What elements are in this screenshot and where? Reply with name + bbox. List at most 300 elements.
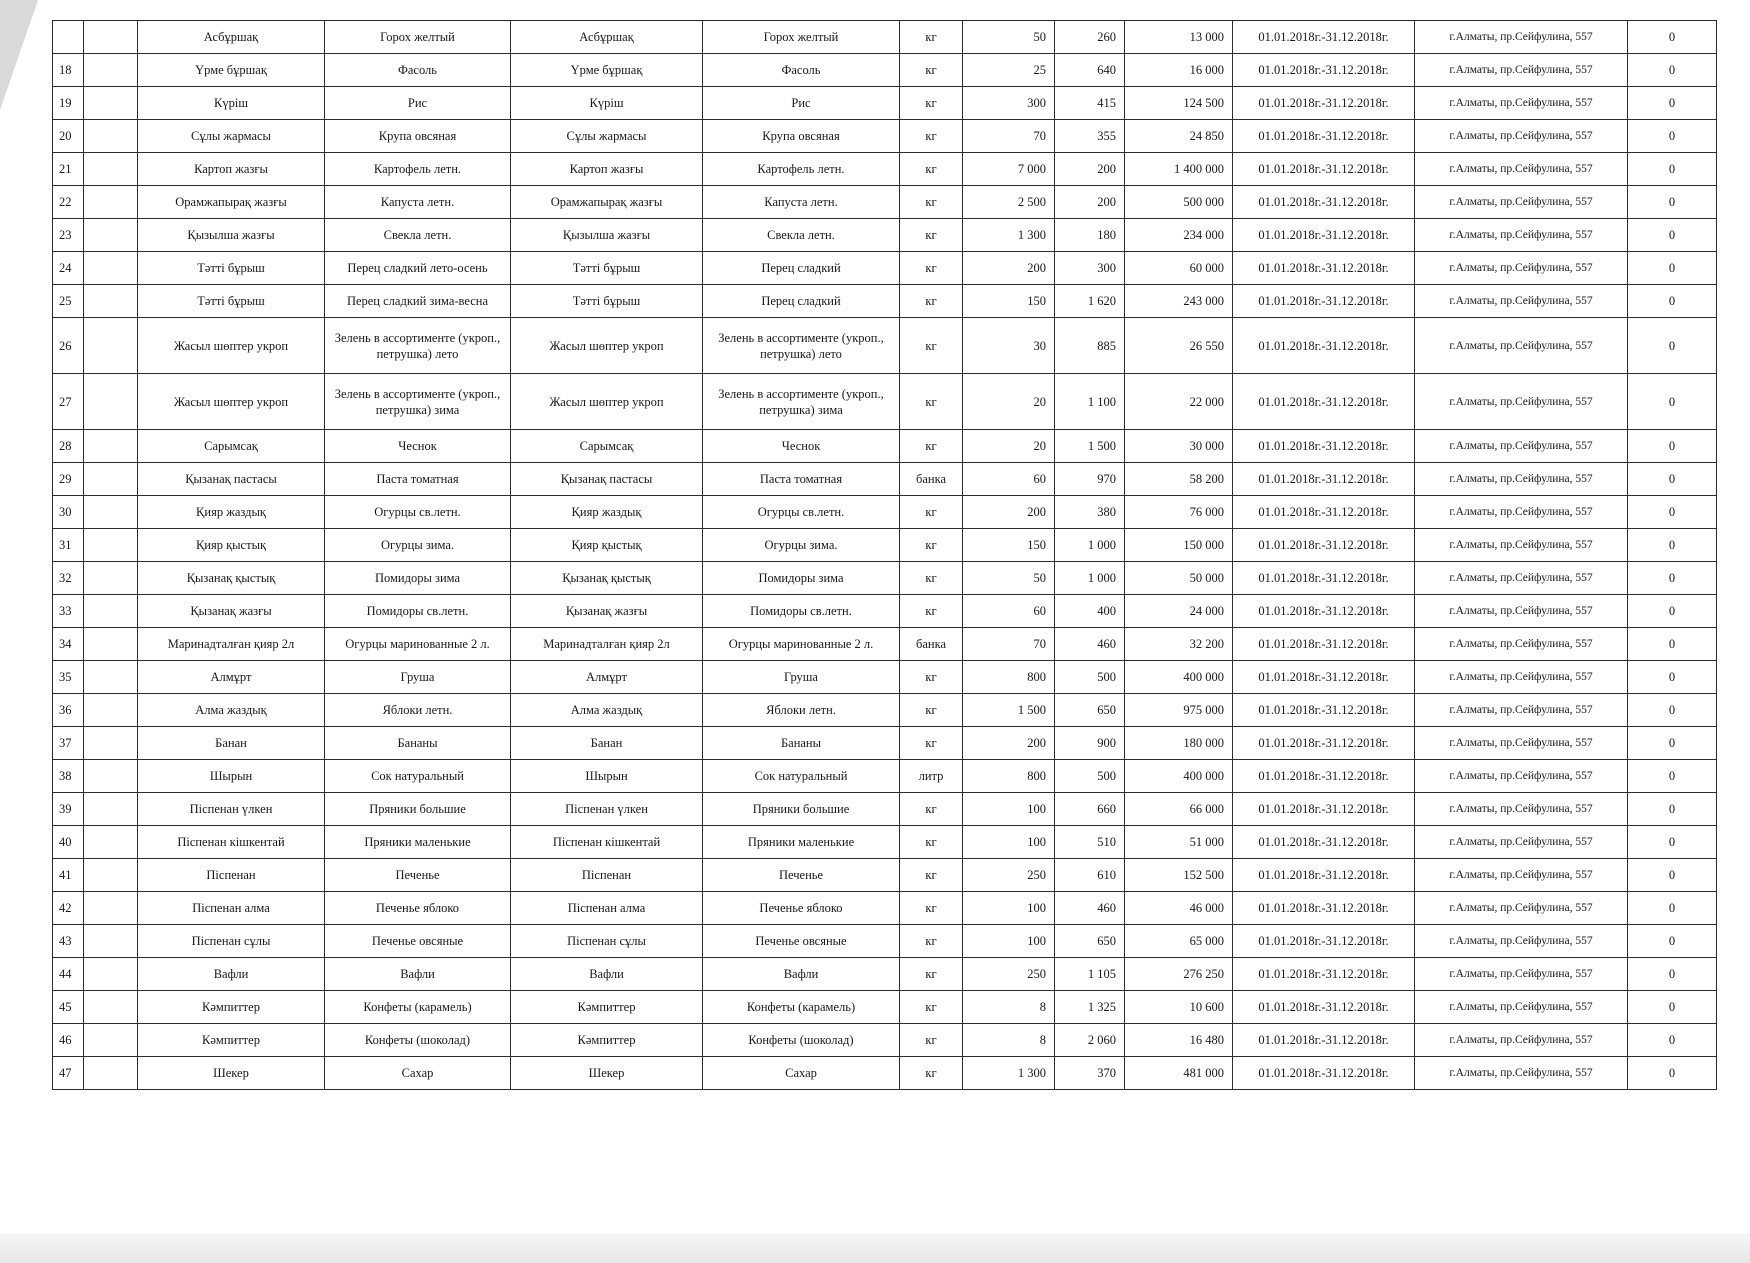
cell-name-kz-2: Күріш [511, 87, 703, 120]
cell-name-kz: Қызанақ қыстық [138, 562, 325, 595]
cell-unit: кг [900, 562, 963, 595]
cell-name-kz-2: Қияр қыстық [511, 529, 703, 562]
cell-value: 0 [1628, 1057, 1717, 1090]
cell-name-ru-2: Паста томатная [703, 463, 900, 496]
cell-name-ru: Перец сладкий зима-весна [325, 285, 511, 318]
cell-name-ru-2: Огурцы зима. [703, 529, 900, 562]
cell-delivery-address: г.Алматы, пр.Сейфулина, 557 [1415, 925, 1628, 958]
cell-name-ru: Конфеты (шоколад) [325, 1024, 511, 1057]
cell-name-ru: Капуста летн. [325, 186, 511, 219]
cell-delivery-period: 01.01.2018г.-31.12.2018г. [1233, 529, 1415, 562]
cell-row-number: 23 [53, 219, 84, 252]
cell-delivery-address: г.Алматы, пр.Сейфулина, 557 [1415, 318, 1628, 374]
cell-quantity: 100 [963, 826, 1055, 859]
cell-empty-cell [84, 120, 138, 153]
table-row [53, 694, 1717, 727]
cell-name-kz: Қияр жаздық [138, 496, 325, 529]
cell-unit: кг [900, 153, 963, 186]
cell-name-ru: Огурцы маринованные 2 л. [325, 628, 511, 661]
cell-value: 0 [1628, 826, 1717, 859]
cell-unit-price: 650 [1055, 694, 1125, 727]
cell-total-sum: 243 000 [1125, 285, 1233, 318]
table-row [53, 1057, 1717, 1090]
cell-name-kz-2: Қызанақ қыстық [511, 562, 703, 595]
cell-unit-price: 2 060 [1055, 1024, 1125, 1057]
cell-delivery-address: г.Алматы, пр.Сейфулина, 557 [1415, 252, 1628, 285]
cell-delivery-period: 01.01.2018г.-31.12.2018г. [1233, 463, 1415, 496]
cell-quantity: 60 [963, 595, 1055, 628]
cell-name-ru-2: Перец сладкий [703, 285, 900, 318]
cell-delivery-address: г.Алматы, пр.Сейфулина, 557 [1415, 1057, 1628, 1090]
cell-quantity: 20 [963, 430, 1055, 463]
cell-total-sum: 46 000 [1125, 892, 1233, 925]
cell-row-number: 43 [53, 925, 84, 958]
cell-unit-price: 500 [1055, 760, 1125, 793]
cell-name-kz: Шекер [138, 1057, 325, 1090]
cell-value: 0 [1628, 153, 1717, 186]
cell-total-sum: 51 000 [1125, 826, 1233, 859]
cell-name-ru: Зелень в ассортименте (укроп., петрушка) лето [325, 318, 511, 374]
cell-row-number: 42 [53, 892, 84, 925]
cell-unit-price: 355 [1055, 120, 1125, 153]
cell-name-kz: Үрме бұршақ [138, 54, 325, 87]
cell-total-sum: 234 000 [1125, 219, 1233, 252]
table-row [53, 562, 1717, 595]
cell-name-kz: Піспенан сұлы [138, 925, 325, 958]
cell-name-kz-2: Тәтті бұрыш [511, 285, 703, 318]
cell-row-number: 46 [53, 1024, 84, 1057]
cell-name-ru: Рис [325, 87, 511, 120]
cell-name-ru: Помидоры зима [325, 562, 511, 595]
cell-row-number: 37 [53, 727, 84, 760]
cell-value: 0 [1628, 628, 1717, 661]
cell-name-ru: Огурцы зима. [325, 529, 511, 562]
cell-name-ru-2: Пряники большие [703, 793, 900, 826]
cell-delivery-address: г.Алматы, пр.Сейфулина, 557 [1415, 562, 1628, 595]
cell-value: 0 [1628, 1024, 1717, 1057]
cell-quantity: 50 [963, 562, 1055, 595]
cell-empty-cell [84, 21, 138, 54]
cell-name-kz: Алма жаздық [138, 694, 325, 727]
cell-delivery-period: 01.01.2018г.-31.12.2018г. [1233, 120, 1415, 153]
cell-name-kz-2: Піспенан сұлы [511, 925, 703, 958]
cell-name-ru-2: Конфеты (карамель) [703, 991, 900, 1024]
cell-unit-price: 400 [1055, 595, 1125, 628]
cell-unit: кг [900, 252, 963, 285]
cell-name-ru-2: Огурцы св.летн. [703, 496, 900, 529]
cell-total-sum: 124 500 [1125, 87, 1233, 120]
cell-unit-price: 460 [1055, 892, 1125, 925]
cell-delivery-period: 01.01.2018г.-31.12.2018г. [1233, 595, 1415, 628]
cell-unit: кг [900, 1024, 963, 1057]
table-row [53, 1024, 1717, 1057]
cell-name-kz-2: Піспенан үлкен [511, 793, 703, 826]
cell-name-ru-2: Горох желтый [703, 21, 900, 54]
cell-unit-price: 510 [1055, 826, 1125, 859]
cell-quantity: 250 [963, 859, 1055, 892]
cell-name-kz: Жасыл шөптер укроп [138, 374, 325, 430]
cell-quantity: 100 [963, 925, 1055, 958]
cell-unit-price: 660 [1055, 793, 1125, 826]
cell-name-ru: Печенье овсяные [325, 925, 511, 958]
cell-name-ru: Конфеты (карамель) [325, 991, 511, 1024]
cell-name-ru: Сахар [325, 1057, 511, 1090]
cell-total-sum: 26 550 [1125, 318, 1233, 374]
cell-value: 0 [1628, 21, 1717, 54]
cell-name-kz-2: Асбұршақ [511, 21, 703, 54]
table-row [53, 54, 1717, 87]
cell-delivery-address: г.Алматы, пр.Сейфулина, 557 [1415, 120, 1628, 153]
cell-name-ru: Яблоки летн. [325, 694, 511, 727]
table-row [53, 374, 1717, 430]
table-row [53, 991, 1717, 1024]
cell-row-number: 35 [53, 661, 84, 694]
cell-name-ru: Пряники большие [325, 793, 511, 826]
table-row [53, 186, 1717, 219]
table-body [53, 21, 1717, 1090]
cell-name-ru-2: Перец сладкий [703, 252, 900, 285]
cell-delivery-address: г.Алматы, пр.Сейфулина, 557 [1415, 219, 1628, 252]
cell-unit-price: 970 [1055, 463, 1125, 496]
cell-delivery-period: 01.01.2018г.-31.12.2018г. [1233, 892, 1415, 925]
cell-unit: кг [900, 595, 963, 628]
cell-name-ru-2: Огурцы маринованные 2 л. [703, 628, 900, 661]
cell-name-ru-2: Сахар [703, 1057, 900, 1090]
cell-delivery-period: 01.01.2018г.-31.12.2018г. [1233, 694, 1415, 727]
cell-name-ru: Груша [325, 661, 511, 694]
cell-empty-cell [84, 186, 138, 219]
cell-empty-cell [84, 892, 138, 925]
cell-value: 0 [1628, 727, 1717, 760]
cell-total-sum: 66 000 [1125, 793, 1233, 826]
cell-empty-cell [84, 54, 138, 87]
cell-delivery-address: г.Алматы, пр.Сейфулина, 557 [1415, 463, 1628, 496]
cell-name-kz-2: Маринадталған қияр 2л [511, 628, 703, 661]
cell-name-kz: Кәмпиттер [138, 991, 325, 1024]
cell-name-ru: Горох желтый [325, 21, 511, 54]
cell-name-kz-2: Кәмпиттер [511, 1024, 703, 1057]
cell-empty-cell [84, 793, 138, 826]
cell-value: 0 [1628, 252, 1717, 285]
cell-total-sum: 24 000 [1125, 595, 1233, 628]
cell-delivery-period: 01.01.2018г.-31.12.2018г. [1233, 186, 1415, 219]
cell-empty-cell [84, 529, 138, 562]
cell-empty-cell [84, 496, 138, 529]
table-row [53, 859, 1717, 892]
cell-delivery-address: г.Алматы, пр.Сейфулина, 557 [1415, 661, 1628, 694]
table-row [53, 793, 1717, 826]
cell-name-ru-2: Капуста летн. [703, 186, 900, 219]
table-row [53, 958, 1717, 991]
table-row [53, 925, 1717, 958]
cell-name-ru-2: Картофель летн. [703, 153, 900, 186]
cell-name-ru: Сок натуральный [325, 760, 511, 793]
cell-empty-cell [84, 694, 138, 727]
cell-name-kz-2: Үрме бұршақ [511, 54, 703, 87]
cell-name-kz: Қияр қыстық [138, 529, 325, 562]
cell-unit: кг [900, 54, 963, 87]
cell-delivery-period: 01.01.2018г.-31.12.2018г. [1233, 859, 1415, 892]
cell-quantity: 8 [963, 991, 1055, 1024]
cell-row-number: 40 [53, 826, 84, 859]
cell-name-kz: Қызылша жазғы [138, 219, 325, 252]
cell-name-ru-2: Зелень в ассортименте (укроп., петрушка) зима [703, 374, 900, 430]
cell-unit-price: 200 [1055, 153, 1125, 186]
cell-unit: кг [900, 219, 963, 252]
cell-unit: кг [900, 958, 963, 991]
cell-name-ru-2: Печенье [703, 859, 900, 892]
cell-empty-cell [84, 153, 138, 186]
cell-row-number: 45 [53, 991, 84, 1024]
cell-delivery-address: г.Алматы, пр.Сейфулина, 557 [1415, 859, 1628, 892]
cell-delivery-address: г.Алматы, пр.Сейфулина, 557 [1415, 153, 1628, 186]
cell-name-ru: Свекла летн. [325, 219, 511, 252]
cell-empty-cell [84, 252, 138, 285]
cell-delivery-address: г.Алматы, пр.Сейфулина, 557 [1415, 496, 1628, 529]
cell-quantity: 70 [963, 120, 1055, 153]
cell-quantity: 25 [963, 54, 1055, 87]
cell-value: 0 [1628, 958, 1717, 991]
cell-empty-cell [84, 925, 138, 958]
cell-delivery-address: г.Алматы, пр.Сейфулина, 557 [1415, 54, 1628, 87]
cell-quantity: 2 500 [963, 186, 1055, 219]
table-row [53, 153, 1717, 186]
cell-delivery-period: 01.01.2018г.-31.12.2018г. [1233, 430, 1415, 463]
cell-row-number: 38 [53, 760, 84, 793]
table-row [53, 219, 1717, 252]
cell-row-number: 44 [53, 958, 84, 991]
cell-name-kz-2: Алмұрт [511, 661, 703, 694]
cell-unit: кг [900, 661, 963, 694]
cell-delivery-period: 01.01.2018г.-31.12.2018г. [1233, 925, 1415, 958]
cell-delivery-period: 01.01.2018г.-31.12.2018г. [1233, 661, 1415, 694]
cell-value: 0 [1628, 892, 1717, 925]
cell-delivery-period: 01.01.2018г.-31.12.2018г. [1233, 285, 1415, 318]
cell-unit: кг [900, 529, 963, 562]
table-row [53, 760, 1717, 793]
cell-delivery-period: 01.01.2018г.-31.12.2018г. [1233, 318, 1415, 374]
cell-delivery-period: 01.01.2018г.-31.12.2018г. [1233, 628, 1415, 661]
cell-delivery-address: г.Алматы, пр.Сейфулина, 557 [1415, 991, 1628, 1024]
cell-name-ru: Крупа овсяная [325, 120, 511, 153]
cell-row-number: 21 [53, 153, 84, 186]
cell-empty-cell [84, 991, 138, 1024]
cell-name-kz-2: Сарымсақ [511, 430, 703, 463]
cell-name-ru-2: Фасоль [703, 54, 900, 87]
cell-name-kz-2: Шырын [511, 760, 703, 793]
cell-name-ru-2: Пряники маленькие [703, 826, 900, 859]
table-row [53, 595, 1717, 628]
cell-total-sum: 152 500 [1125, 859, 1233, 892]
cell-name-kz: Тәтті бұрыш [138, 252, 325, 285]
cell-unit: кг [900, 859, 963, 892]
cell-unit-price: 640 [1055, 54, 1125, 87]
cell-empty-cell [84, 595, 138, 628]
cell-delivery-address: г.Алматы, пр.Сейфулина, 557 [1415, 285, 1628, 318]
cell-empty-cell [84, 1024, 138, 1057]
cell-unit: кг [900, 727, 963, 760]
cell-name-ru: Огурцы св.летн. [325, 496, 511, 529]
cell-unit: кг [900, 892, 963, 925]
cell-total-sum: 65 000 [1125, 925, 1233, 958]
cell-unit: кг [900, 430, 963, 463]
cell-value: 0 [1628, 318, 1717, 374]
cell-unit-price: 610 [1055, 859, 1125, 892]
cell-row-number: 20 [53, 120, 84, 153]
cell-value: 0 [1628, 496, 1717, 529]
cell-total-sum: 481 000 [1125, 1057, 1233, 1090]
cell-name-ru: Бананы [325, 727, 511, 760]
cell-row-number: 30 [53, 496, 84, 529]
cell-value: 0 [1628, 374, 1717, 430]
cell-unit-price: 380 [1055, 496, 1125, 529]
cell-name-ru-2: Помидоры зима [703, 562, 900, 595]
cell-name-kz: Жасыл шөптер укроп [138, 318, 325, 374]
cell-empty-cell [84, 727, 138, 760]
cell-delivery-period: 01.01.2018г.-31.12.2018г. [1233, 87, 1415, 120]
cell-row-number: 41 [53, 859, 84, 892]
cell-value: 0 [1628, 430, 1717, 463]
cell-unit-price: 460 [1055, 628, 1125, 661]
cell-unit: кг [900, 925, 963, 958]
cell-unit-price: 1 000 [1055, 562, 1125, 595]
cell-delivery-period: 01.01.2018г.-31.12.2018г. [1233, 760, 1415, 793]
cell-name-kz: Вафли [138, 958, 325, 991]
cell-name-ru: Картофель летн. [325, 153, 511, 186]
cell-name-ru: Вафли [325, 958, 511, 991]
cell-row-number: 19 [53, 87, 84, 120]
cell-unit: кг [900, 694, 963, 727]
cell-name-ru: Печенье [325, 859, 511, 892]
cell-row-number: 47 [53, 1057, 84, 1090]
cell-quantity: 70 [963, 628, 1055, 661]
cell-delivery-address: г.Алматы, пр.Сейфулина, 557 [1415, 826, 1628, 859]
table-row [53, 120, 1717, 153]
cell-empty-cell [84, 958, 138, 991]
table-row [53, 727, 1717, 760]
cell-delivery-address: г.Алматы, пр.Сейфулина, 557 [1415, 21, 1628, 54]
cell-quantity: 100 [963, 892, 1055, 925]
cell-name-ru-2: Чеснок [703, 430, 900, 463]
cell-delivery-address: г.Алматы, пр.Сейфулина, 557 [1415, 595, 1628, 628]
cell-unit: кг [900, 374, 963, 430]
cell-unit-price: 260 [1055, 21, 1125, 54]
cell-delivery-address: г.Алматы, пр.Сейфулина, 557 [1415, 186, 1628, 219]
table-row [53, 318, 1717, 374]
cell-delivery-period: 01.01.2018г.-31.12.2018г. [1233, 1024, 1415, 1057]
cell-name-kz-2: Жасыл шөптер укроп [511, 374, 703, 430]
cell-quantity: 1 500 [963, 694, 1055, 727]
cell-unit-price: 1 000 [1055, 529, 1125, 562]
cell-delivery-address: г.Алматы, пр.Сейфулина, 557 [1415, 892, 1628, 925]
cell-quantity: 1 300 [963, 219, 1055, 252]
cell-delivery-address: г.Алматы, пр.Сейфулина, 557 [1415, 958, 1628, 991]
cell-empty-cell [84, 562, 138, 595]
cell-row-number: 29 [53, 463, 84, 496]
cell-value: 0 [1628, 186, 1717, 219]
cell-name-ru-2: Печенье яблоко [703, 892, 900, 925]
cell-value: 0 [1628, 991, 1717, 1024]
cell-name-ru-2: Конфеты (шоколад) [703, 1024, 900, 1057]
cell-value: 0 [1628, 285, 1717, 318]
cell-unit-price: 200 [1055, 186, 1125, 219]
cell-name-ru: Паста томатная [325, 463, 511, 496]
cell-unit-price: 1 325 [1055, 991, 1125, 1024]
cell-row-number: 32 [53, 562, 84, 595]
cell-value: 0 [1628, 54, 1717, 87]
cell-delivery-period: 01.01.2018г.-31.12.2018г. [1233, 727, 1415, 760]
cell-empty-cell [84, 318, 138, 374]
cell-name-ru: Чеснок [325, 430, 511, 463]
cell-total-sum: 500 000 [1125, 186, 1233, 219]
cell-name-kz: Піспенан [138, 859, 325, 892]
cell-total-sum: 58 200 [1125, 463, 1233, 496]
cell-unit-price: 370 [1055, 1057, 1125, 1090]
cell-name-kz: Піспенан алма [138, 892, 325, 925]
cell-name-kz-2: Қызанақ пастасы [511, 463, 703, 496]
cell-quantity: 200 [963, 252, 1055, 285]
cell-delivery-period: 01.01.2018г.-31.12.2018г. [1233, 54, 1415, 87]
cell-name-kz: Маринадталған қияр 2л [138, 628, 325, 661]
cell-unit-price: 1 500 [1055, 430, 1125, 463]
cell-quantity: 1 300 [963, 1057, 1055, 1090]
cell-name-kz: Тәтті бұрыш [138, 285, 325, 318]
cell-name-ru-2: Бананы [703, 727, 900, 760]
cell-unit-price: 1 105 [1055, 958, 1125, 991]
cell-name-kz-2: Картоп жазғы [511, 153, 703, 186]
procurement-table-sheet [52, 20, 1716, 1090]
cell-quantity: 150 [963, 529, 1055, 562]
cell-empty-cell [84, 374, 138, 430]
cell-row-number: 28 [53, 430, 84, 463]
cell-value: 0 [1628, 760, 1717, 793]
table-row [53, 892, 1717, 925]
cell-unit-price: 415 [1055, 87, 1125, 120]
cell-delivery-address: г.Алматы, пр.Сейфулина, 557 [1415, 529, 1628, 562]
cell-unit: кг [900, 1057, 963, 1090]
cell-name-kz: Сарымсақ [138, 430, 325, 463]
cell-name-kz-2: Шекер [511, 1057, 703, 1090]
cell-value: 0 [1628, 219, 1717, 252]
cell-empty-cell [84, 430, 138, 463]
cell-unit: кг [900, 826, 963, 859]
cell-total-sum: 50 000 [1125, 562, 1233, 595]
table-row [53, 628, 1717, 661]
cell-name-kz: Кәмпиттер [138, 1024, 325, 1057]
cell-name-kz-2: Вафли [511, 958, 703, 991]
table-row [53, 21, 1717, 54]
cell-delivery-address: г.Алматы, пр.Сейфулина, 557 [1415, 628, 1628, 661]
cell-row-number: 33 [53, 595, 84, 628]
cell-name-kz: Қызанақ пастасы [138, 463, 325, 496]
cell-delivery-address: г.Алматы, пр.Сейфулина, 557 [1415, 374, 1628, 430]
cell-value: 0 [1628, 87, 1717, 120]
cell-quantity: 800 [963, 760, 1055, 793]
cell-delivery-period: 01.01.2018г.-31.12.2018г. [1233, 21, 1415, 54]
cell-total-sum: 22 000 [1125, 374, 1233, 430]
cell-name-ru-2: Вафли [703, 958, 900, 991]
cell-delivery-period: 01.01.2018г.-31.12.2018г. [1233, 1057, 1415, 1090]
cell-delivery-period: 01.01.2018г.-31.12.2018г. [1233, 826, 1415, 859]
cell-total-sum: 16 000 [1125, 54, 1233, 87]
cell-empty-cell [84, 285, 138, 318]
cell-quantity: 100 [963, 793, 1055, 826]
table-row [53, 285, 1717, 318]
cell-delivery-period: 01.01.2018г.-31.12.2018г. [1233, 793, 1415, 826]
scan-bottom-edge [0, 1233, 1750, 1263]
cell-unit-price: 1 620 [1055, 285, 1125, 318]
cell-name-kz-2: Банан [511, 727, 703, 760]
